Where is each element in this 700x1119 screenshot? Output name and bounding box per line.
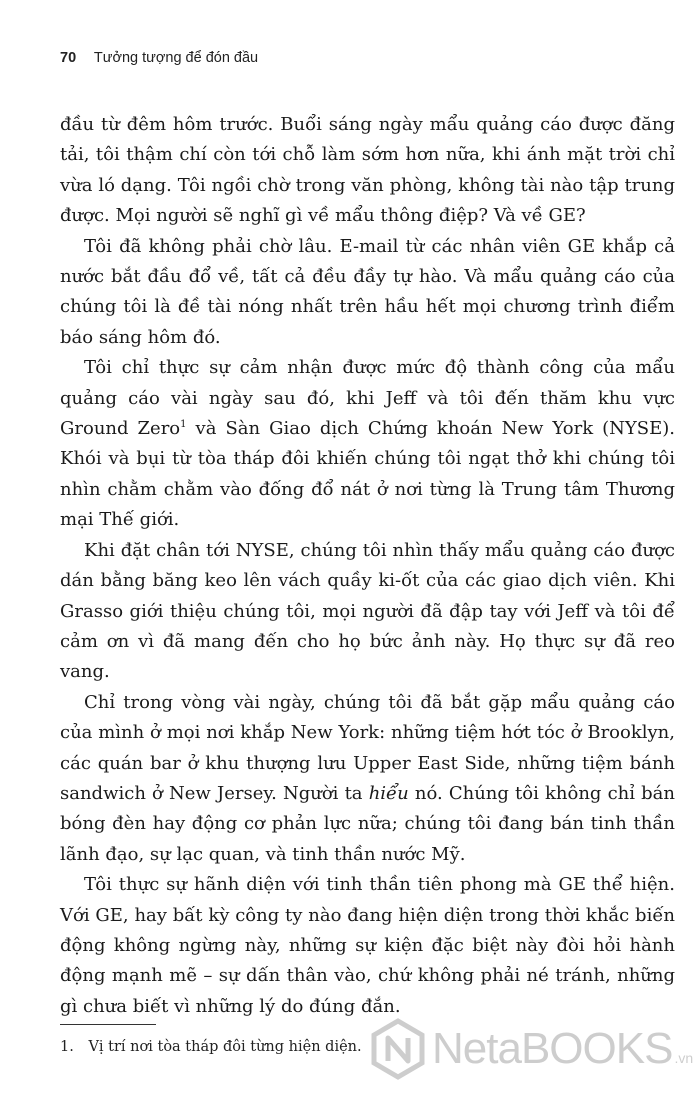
- paragraph-5-text-after: nó. Chúng tôi không chỉ bán bóng đèn hay động cơ phản lực nữa; chúng tôi đang bán tinh thần lãnh đạo, sự lạc quan, và tinh thần nước Mỹ.: [60, 782, 676, 865]
- footnote: [60, 1039, 362, 1055]
- paragraph-3: [60, 353, 675, 535]
- paragraph-6: Tôi thực sự hãnh diện với tinh thần tiên phong mà GE thể hiện. Với GE, hay bất kỳ công ty nào đang hiện diện trong thời khắc biến động không ngừng này, những sự kiện đặc biệt này đòi hỏi hành động mạnh mẽ – sự dấn thân vào, chứ không phải né tránh, những gì chưa biết vì những lý do đúng đắn.: [60, 874, 675, 1017]
- emphasis-word: hiểu: [368, 782, 409, 804]
- paragraph-4: Khi đặt chân tới NYSE, chúng tôi nhìn thấy mẩu quảng cáo được dán bằng băng keo lên vách quầy ki-ốt của các giao dịch viên. Khi Grasso giới thiệu chúng tôi, mọi người đã đập tay với Jeff và tôi để cảm ơn vì đã mang đến cho họ bức ảnh này. Họ thực sự đã reo vang.: [60, 539, 675, 683]
- running-title: Tưởng tượng để đón đầu: [93, 50, 259, 66]
- netabooks-logo-icon: [370, 1018, 426, 1080]
- watermark: [370, 1018, 693, 1080]
- paragraph-5: [60, 688, 675, 870]
- watermark-suffix: .vn: [674, 1050, 694, 1066]
- paragraph-2: Tôi đã không phải chờ lâu. E-mail từ các nhân viên GE khắp cả nước bắt đầu đổ về, tất cả đều đầy tự hào. Và mẩu quảng cáo của chúng tôi là đề tài nóng nhất trên hầu hết mọi chương trình điểm báo sáng hôm đó.: [60, 235, 675, 348]
- paragraph-3-text-after: và Sàn Giao dịch Chứng khoán New York (NYSE). Khói và bụi từ tòa tháp đôi khiến chúng tôi ngạt thở khi chúng tôi nhìn chằm chằm vào đống đổ nát ở nơi từng là Trung tâm Thương mại Thế giới.: [60, 418, 675, 531]
- footnote-divider: [60, 1024, 156, 1025]
- watermark-text: NetaBOOKS: [432, 1024, 673, 1073]
- running-head: [60, 50, 258, 66]
- footnote-number: 1.: [60, 1039, 74, 1055]
- footnote-text: Vị trí nơi tòa tháp đôi từng hiện diện.: [88, 1039, 362, 1055]
- paragraph-5-text-before: Chỉ trong vòng vài ngày, chúng tôi đã bắt gặp mẩu quảng cáo của mình ở mọi nơi khắp New York: những tiệm hớt tóc ở Brooklyn, các quán bar ở khu thượng lưu Upper East Side, những tiệm bánh sandwich ở New Jersey. Người ta: [60, 691, 675, 804]
- body-text: [60, 110, 675, 1022]
- paragraph-1: đầu từ đêm hôm trước. Buổi sáng ngày mẩu quảng cáo được đăng tải, tôi thậm chí còn tới chỗ làm sớm hơn nữa, khi ánh mặt trời chỉ vừa ló dạng. Tôi ngồi chờ trong văn phòng, không tài nào tập trung được. Mọi người sẽ nghĩ gì về mẩu thông điệp? Và về GE?: [60, 114, 675, 227]
- footnote-reference[interactable]: 1: [180, 419, 187, 431]
- paragraph-3-text-before: Tôi chỉ thực sự cảm nhận được mức độ thành công của mẩu quảng cáo vài ngày sau đó, khi Jeff và tôi đến thăm khu vực Ground Zero: [60, 357, 675, 440]
- page-number: 70: [60, 50, 77, 66]
